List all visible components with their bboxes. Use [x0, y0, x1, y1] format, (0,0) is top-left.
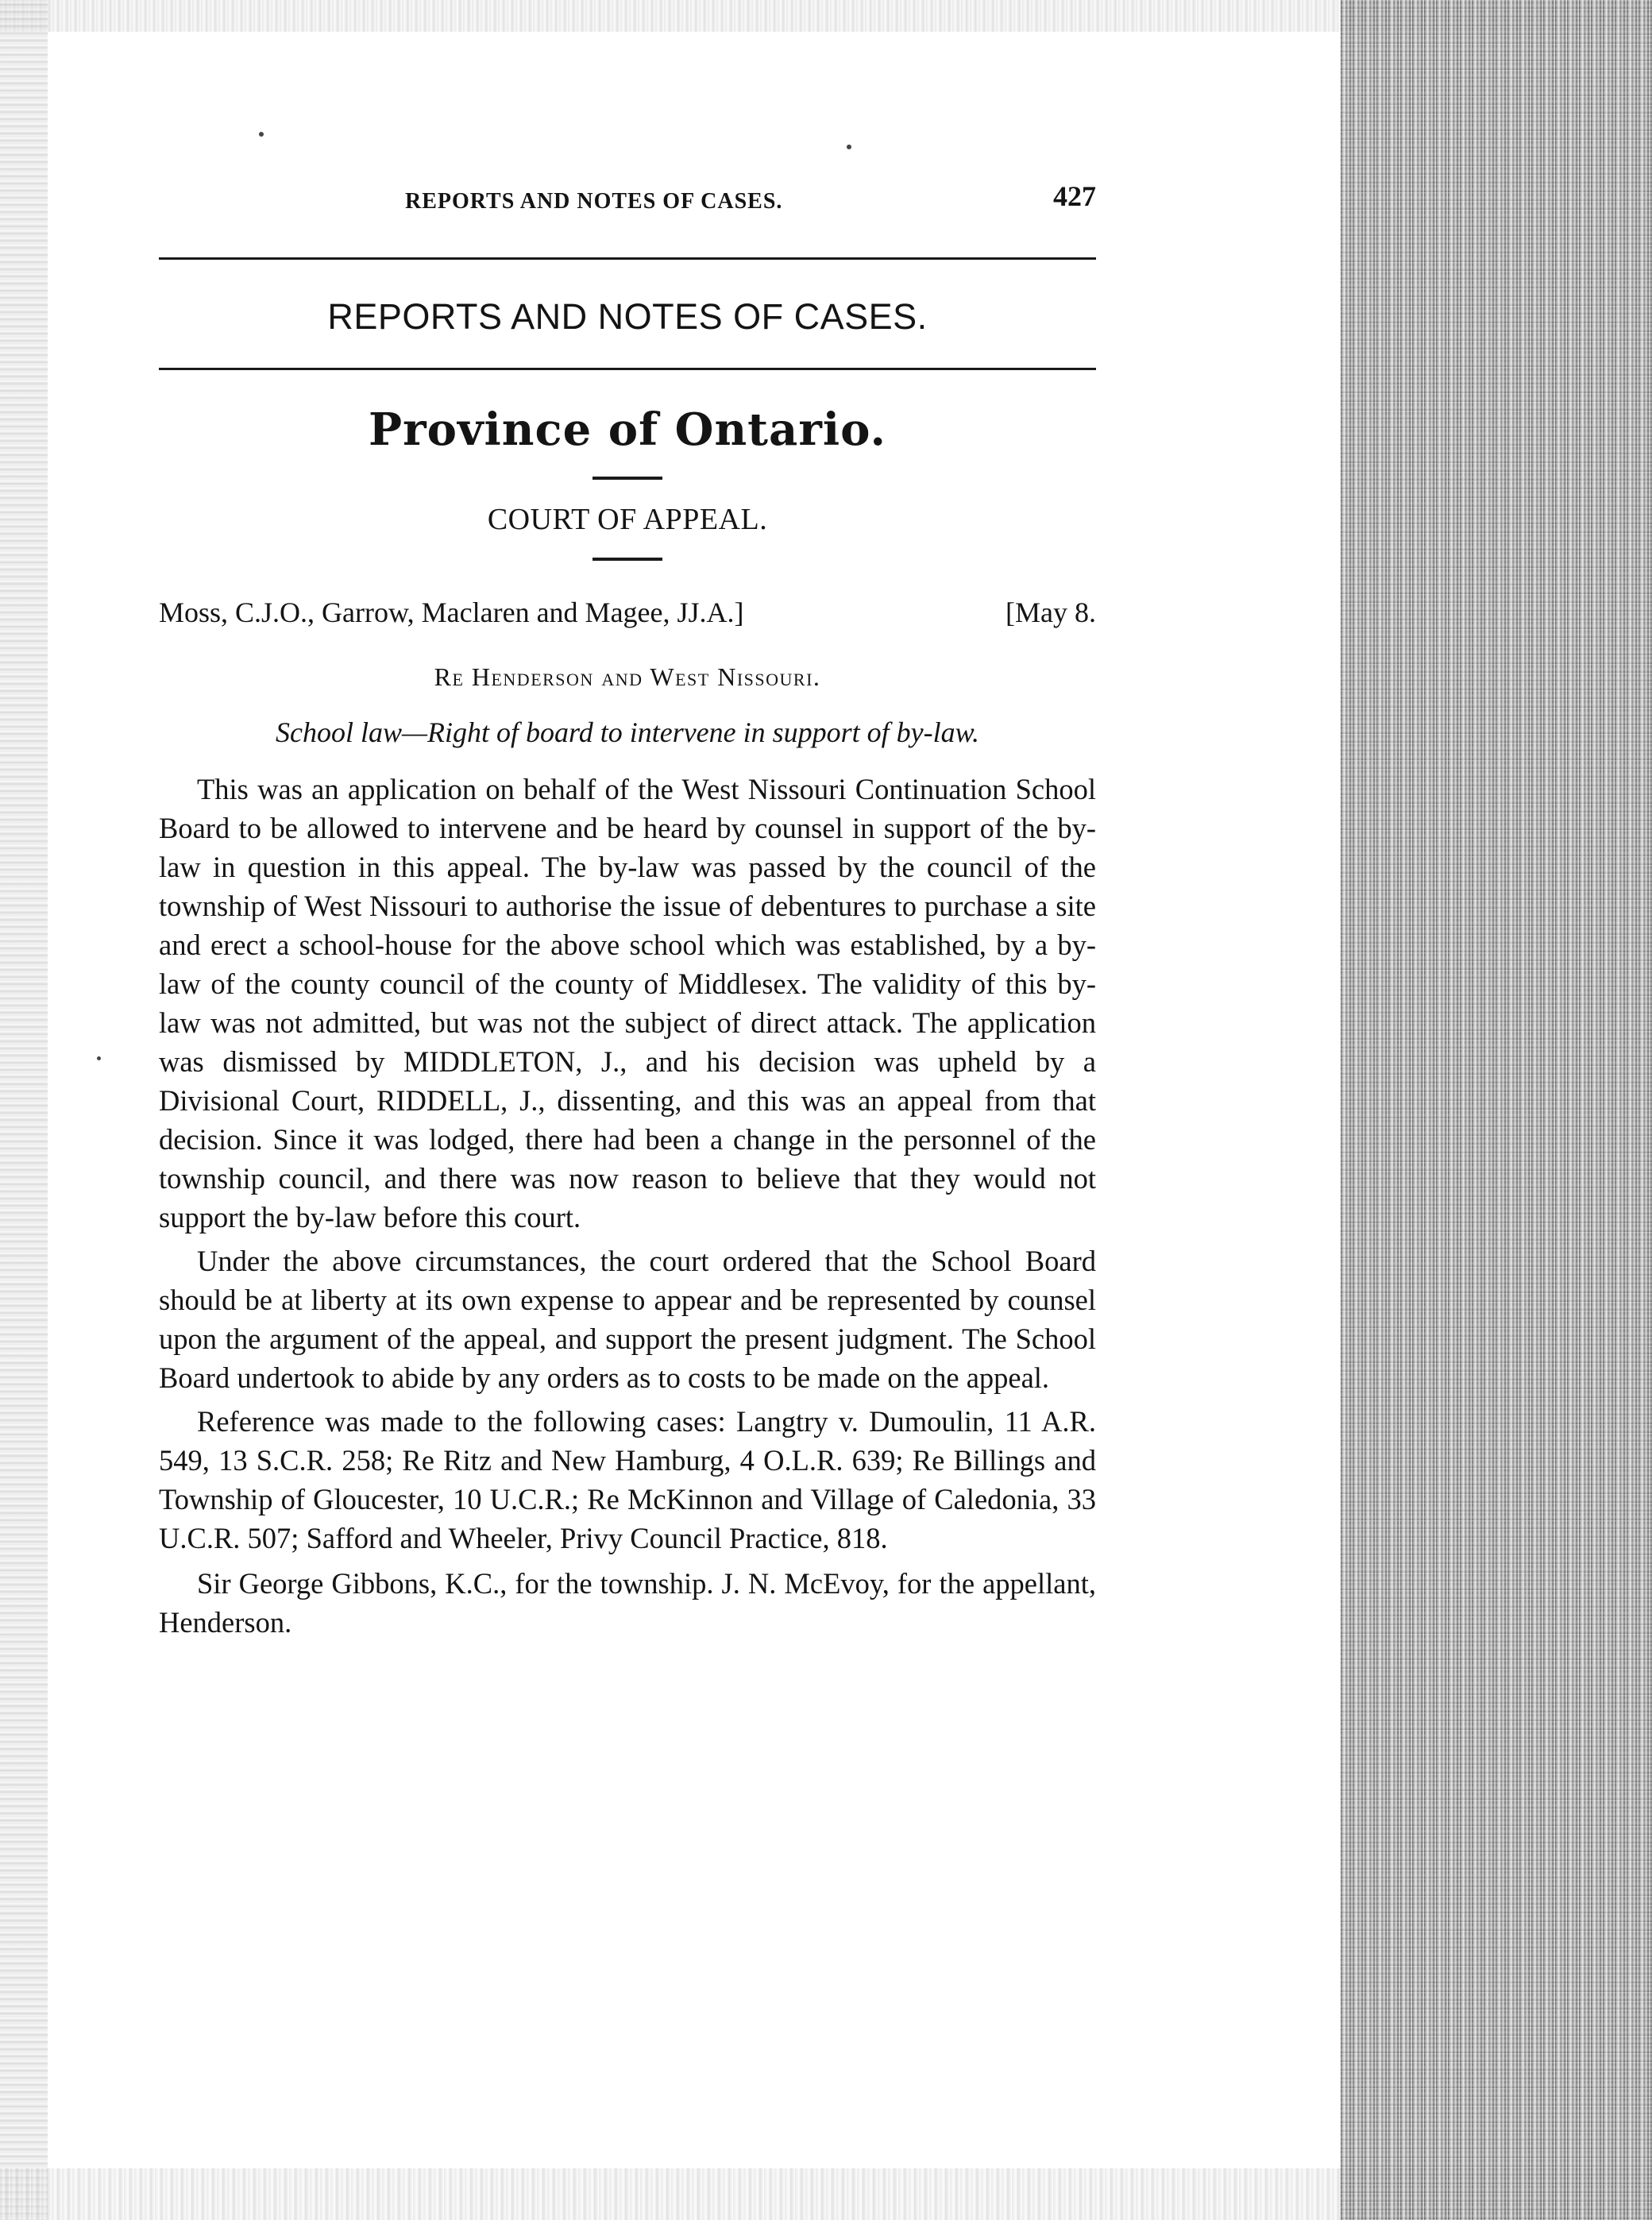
case-body — [159, 770, 1096, 1642]
scan-speck — [847, 145, 851, 149]
paragraph: Reference was made to the following cases: Langtry v. Dumoulin, 11 A.R. 549, 13 S.C.R. 258; Re Ritz and New Hamburg, 4 O.L.R. 639; Re Billings and Township of Gloucester, 10 U.C.R.; Re McKinnon and Village of Caledonia, 33 U.C.R. 507; Safford and Wheeler, Privy Council Practice, 818. — [159, 1405, 1096, 1554]
scan-speck — [259, 132, 264, 137]
paragraph: Under the above circumstances, the court ordered that the School Board should be at liberty at its own expense to appear and be represented by counsel upon the argument of the appeal, and support the present judgment. The School Board undertook to abide by any orders as to costs to be made on the appeal. — [159, 1245, 1096, 1394]
paragraph: This was an application on behalf of the West Nissouri Continuation School Board to be allowed to intervene and be heard by counsel in support of the by-law in question in this appeal. The by-law was passed by the council of the township of West Nissouri to authorise the issue of debentures to purchase a site and erect a school-house for the above school which was established, by a by-law of the county council of the county of Middlesex. The validity of this by-law was not admitted, but was not the subject of direct attack. The application was dismissed by MIDDLETON, J., and his decision was upheld by a Divisional Court, RIDDELL, J., dissenting, and this was an appeal from that decision. Since it was lodged, there had been a change in the personnel of the township council, and there was now reason to believe that they would not support the by-law before this court. — [159, 773, 1096, 1234]
judges: Moss, C.J.O., Garrow, Maclaren and Magee, JJ.A.] — [159, 597, 744, 628]
running-head-title: REPORTS AND NOTES OF CASES. — [405, 189, 783, 214]
short-divider — [592, 477, 662, 480]
short-divider — [592, 558, 662, 561]
scan-edge-left — [0, 0, 48, 2220]
section-rule — [159, 368, 1096, 370]
running-head — [159, 175, 1096, 222]
page-number: 427 — [1053, 180, 1096, 212]
decision-date: [May 8. — [1005, 597, 1096, 628]
paragraph-counsel: Sir George Gibbons, K.C., for the township. J. N. McEvoy, for the appellant, Henderson. — [159, 1567, 1096, 1639]
court-heading: COURT OF APPEAL. — [487, 503, 768, 536]
header-rule — [159, 257, 1096, 260]
scan-speck — [97, 1056, 101, 1060]
section-heading: REPORTS AND NOTES OF CASES. — [327, 296, 928, 337]
judges-line — [159, 596, 1096, 635]
province-heading: Province of Ontario. — [369, 403, 886, 456]
case-title: Re Henderson and West Nissouri. — [434, 662, 821, 691]
document-page — [159, 175, 1096, 1647]
headnote: School law—Right of board to intervene in support of by-law. — [276, 716, 979, 748]
binding-texture — [1341, 0, 1652, 2220]
